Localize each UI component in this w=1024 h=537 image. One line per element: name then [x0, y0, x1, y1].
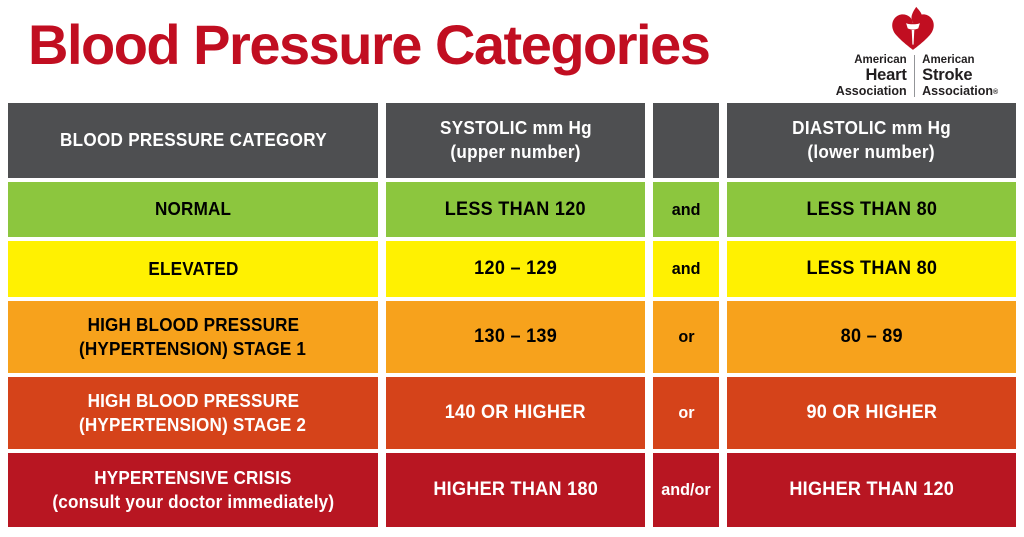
row-normal-systolic-cell: LESS THAN 120: [386, 182, 645, 237]
header-cell-category: BLOOD PRESSURE CATEGORY: [8, 103, 378, 178]
row-normal-category-cell: NORMAL: [8, 182, 378, 237]
registered-mark: ®: [993, 88, 999, 96]
row-crisis-diastolic-cell: HIGHER THAN 120: [727, 453, 1016, 527]
row-crisis-systolic-cell: HIGHER THAN 180: [386, 453, 645, 527]
header-cell-systolic: SYSTOLIC mm Hg (upper number): [386, 103, 645, 178]
logo-right-line3: Association®: [922, 83, 999, 98]
logo-right-line1: American: [922, 54, 975, 66]
row-elevated-connector-cell: and: [653, 241, 719, 297]
row-stage2-systolic-cell: 140 OR HIGHER: [386, 377, 645, 449]
bp-categories-table: [8, 103, 1016, 527]
aha-asa-logo: [824, 6, 1010, 98]
heart-torch-icon: [888, 6, 938, 58]
row-normal-connector-cell: and: [653, 182, 719, 237]
logo-right-line2: Stroke: [922, 66, 973, 85]
logo-text: [836, 54, 998, 98]
row-normal-diastolic-cell: LESS THAN 80: [727, 182, 1016, 237]
logo-left-line1: American: [854, 54, 907, 66]
row-stage2-connector-cell: or: [653, 377, 719, 449]
row-stage1-connector-cell: or: [653, 301, 719, 373]
row-crisis-category-cell: HYPERTENSIVE CRISIS (consult your doctor immediately): [8, 453, 378, 527]
page-title: Blood Pressure Categories: [28, 13, 710, 76]
row-stage1-category-cell: HIGH BLOOD PRESSURE (HYPERTENSION) STAGE 1: [8, 301, 378, 373]
logo-heart-association: [836, 54, 907, 98]
header-cell-connector: [653, 103, 719, 178]
header-cell-diastolic: DIASTOLIC mm Hg (lower number): [727, 103, 1016, 178]
row-elevated-category-cell: ELEVATED: [8, 241, 378, 297]
row-stage2-diastolic-cell: 90 OR HIGHER: [727, 377, 1016, 449]
row-stage1-systolic-cell: 130 – 139: [386, 301, 645, 373]
logo-left-line3: Association: [835, 83, 907, 98]
row-stage1-diastolic-cell: 80 – 89: [727, 301, 1016, 373]
row-elevated-systolic-cell: 120 – 129: [386, 241, 645, 297]
row-elevated-diastolic-cell: LESS THAN 80: [727, 241, 1016, 297]
logo-stroke-association: [922, 54, 998, 98]
row-crisis-connector-cell: and/or: [653, 453, 719, 527]
row-stage2-category-cell: HIGH BLOOD PRESSURE (HYPERTENSION) STAGE 2: [8, 377, 378, 449]
logo-left-line2: Heart: [865, 66, 907, 85]
logo-divider: [914, 55, 916, 97]
